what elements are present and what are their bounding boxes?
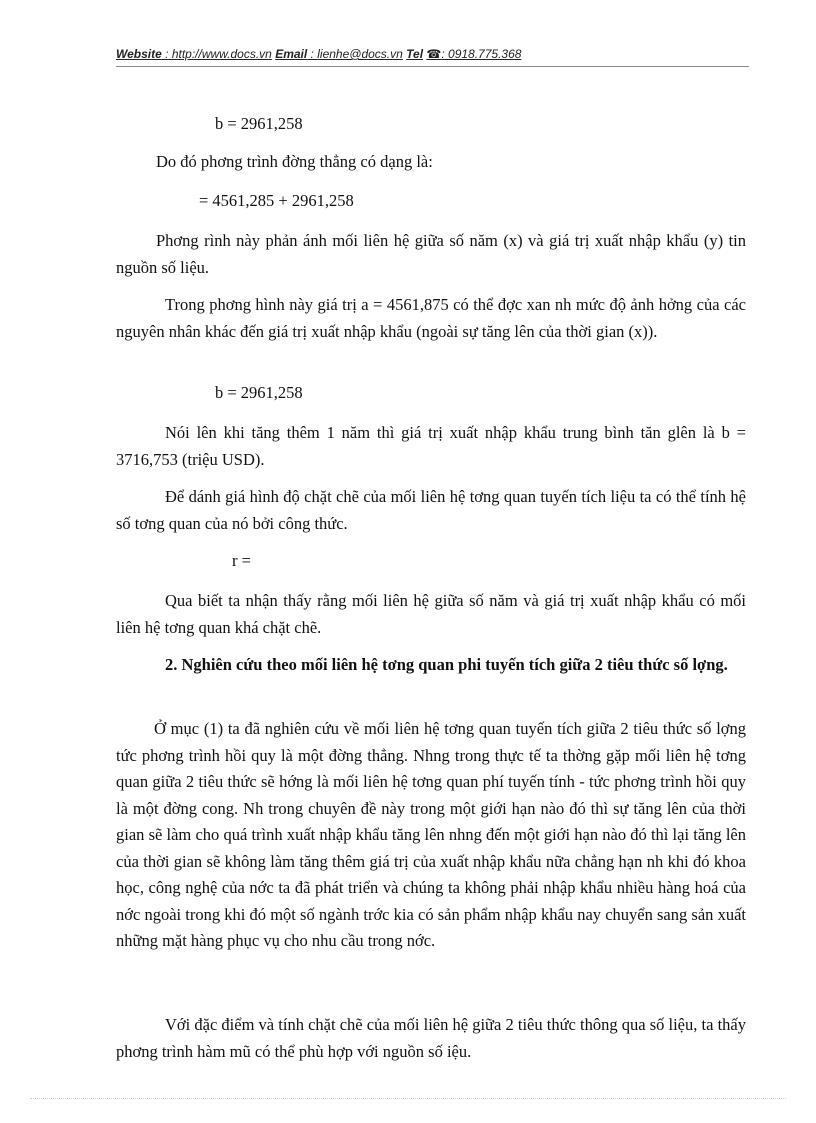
website-label: Website [116, 47, 162, 61]
email-sep: : [307, 47, 318, 61]
email-address[interactable]: lienhe@docs.vn [317, 47, 403, 61]
equation-intro: Do đó phơng trình đờng thẳng có dạng là: [156, 152, 433, 171]
b-value-line-2: b = 2961,258 [215, 383, 303, 402]
paragraph-conclusion: Qua biết ta nhận thấy rằng mối liên hệ giữa số năm và giá trị xuất nhập khẩu có mối liên hệ tơng quan khá chặt chẽ. [116, 591, 746, 637]
header-divider [116, 66, 749, 67]
paragraph-a-value: Trong phơng hình này giá trị a = 4561,875 có thể đợc xan nh mức độ ảnh hởng của các nguyên nhân khác đến giá trị xuất nhập khẩu (ngoài sự tăng lên của thời gian (x)). [116, 295, 746, 341]
website-url[interactable]: http://www.docs.vn [171, 47, 272, 61]
page-header [116, 47, 748, 61]
paragraph-correlation-intro: Để dánh giá hình độ chặt chẽ của mối liên hệ tơng quan tuyến tích liệu ta có thể tính hệ số tơng quan của nó bởi công thức. [116, 487, 746, 533]
paragraph-b-meaning: Nói lên khi tăng thêm 1 năm thì giá trị xuất nhập khẩu trung bình tăn glên là b = 3716,753 (triệu USD). [116, 423, 746, 469]
b-value-line-1: b = 2961,258 [215, 114, 303, 133]
regression-equation: = 4561,285 + 2961,258 [199, 191, 354, 210]
footer-divider [30, 1098, 786, 1099]
section-heading: 2. Nghiên cứu theo mối liên hệ tơng quan phi tuyến tích giữa 2 tiêu thức số lợng. [165, 655, 728, 674]
phone-icon: ☎ [426, 47, 442, 61]
tel-label: Tel [406, 47, 424, 61]
paragraph-final: Với đặc điểm và tính chặt chẽ của mối liên hệ giữa 2 tiêu thức thông qua số liệu, ta thấy phơng trình hàm mũ có thể phù hợp với nguồn số iệu. [116, 1015, 746, 1061]
email-label: Email [275, 47, 308, 61]
paragraph-nonlinear: Ở mục (1) ta đã nghiên cứu về mối liên hệ tơng quan tuyến tích giữa 2 tiêu thức số lợng tức phơng trình hồi quy là một đờng thẳng. Nhng trong thực tế ta thờng gặp mối liên hệ tơng quan giữa 2 tiêu thức sẽ hớng là mối liên hệ tơng quan phí tuyến tính - tức phơng trình hồi quy là một đờng cong. Nh trong chuyên đề này trong một giới hạn nào đó thì sự tăng lên của thời gian sẽ làm cho quá trình xuất nhập khẩu tăng lên nhng đến một giới hạn nào đó thì lại tăng lên của thời gian sẽ không làm tăng thêm giá trị của xuất nhập khẩu nữa chẳng hạn nh khi đó khoa học, công nghệ của nớc ta đã phát triển và chúng ta không phải nhập khẩu nhiều hàng hoá của nớc ngoài trong khi đó một số ngành trớc kia có sản phẩm nhập khẩu nay chuyển sang sản xuất những mặt hàng phục vụ cho nhu cầu trong nớc. [116, 719, 746, 950]
r-formula: r = [232, 551, 251, 570]
paragraph-reflect: Phơng rình này phản ánh mối liên hệ giữa số năm (x) và giá trị xuất nhập khẩu (y) tin nguồn số liệu. [116, 231, 746, 277]
phone-number: : 0918.775.368 [441, 47, 522, 61]
website-sep: : [161, 47, 172, 61]
